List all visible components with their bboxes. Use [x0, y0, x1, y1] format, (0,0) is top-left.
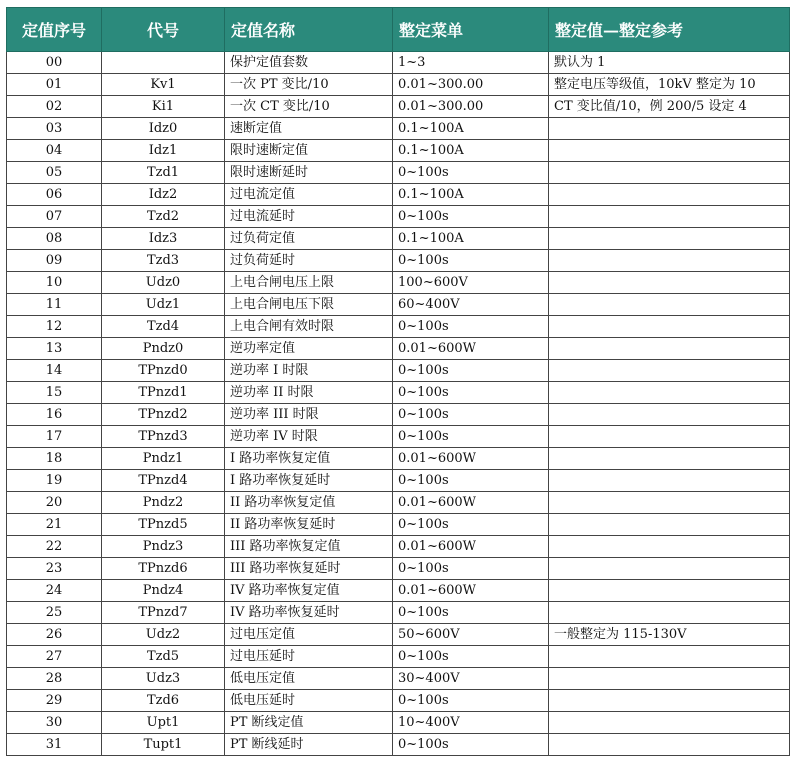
table-row: [7, 294, 790, 316]
cell-code: TPnzd3: [102, 426, 225, 448]
cell-setting-name: PT 断线延时: [225, 734, 393, 756]
cell-setting-name: 过电流延时: [225, 206, 393, 228]
cell-setting-menu: 0.01~600W: [393, 492, 549, 514]
cell-setting-index: 06: [7, 184, 102, 206]
cell-setting-menu: 0.1~100A: [393, 184, 549, 206]
cell-setting-name: III 路功率恢复定值: [225, 536, 393, 558]
cell-setting-index: 10: [7, 272, 102, 294]
cell-setting-reference: [549, 690, 790, 712]
cell-setting-menu: 0~100s: [393, 470, 549, 492]
cell-setting-menu: 0.01~600W: [393, 448, 549, 470]
cell-setting-menu: 0~100s: [393, 734, 549, 756]
cell-setting-name: 逆功率 III 时限: [225, 404, 393, 426]
cell-code: Pndz4: [102, 580, 225, 602]
cell-setting-reference: 一般整定为 115-130V: [549, 624, 790, 646]
cell-setting-reference: [549, 580, 790, 602]
cell-setting-menu: 0~100s: [393, 250, 549, 272]
cell-code: Tzd3: [102, 250, 225, 272]
cell-setting-menu: 0~100s: [393, 514, 549, 536]
cell-code: Udz1: [102, 294, 225, 316]
cell-setting-name: 逆功率 IV 时限: [225, 426, 393, 448]
cell-setting-reference: [549, 668, 790, 690]
cell-setting-index: 05: [7, 162, 102, 184]
cell-code: Pndz3: [102, 536, 225, 558]
cell-setting-index: 25: [7, 602, 102, 624]
cell-setting-reference: [549, 558, 790, 580]
cell-setting-name: 低电压定值: [225, 668, 393, 690]
cell-setting-menu: 1~3: [393, 52, 549, 74]
cell-setting-menu: 0~100s: [393, 602, 549, 624]
cell-setting-index: 28: [7, 668, 102, 690]
cell-setting-menu: 0~100s: [393, 426, 549, 448]
cell-setting-index: 20: [7, 492, 102, 514]
table-row: [7, 360, 790, 382]
table-row: [7, 580, 790, 602]
cell-setting-index: 26: [7, 624, 102, 646]
table-row: [7, 426, 790, 448]
cell-code: Pndz1: [102, 448, 225, 470]
cell-setting-reference: [549, 140, 790, 162]
cell-setting-index: 17: [7, 426, 102, 448]
cell-setting-name: 保护定值套数: [225, 52, 393, 74]
cell-setting-index: 03: [7, 118, 102, 140]
table-row: [7, 316, 790, 338]
cell-setting-name: 速断定值: [225, 118, 393, 140]
cell-code: Pndz0: [102, 338, 225, 360]
cell-setting-reference: [549, 646, 790, 668]
cell-code: Idz3: [102, 228, 225, 250]
cell-setting-name: 过电压延时: [225, 646, 393, 668]
cell-code: Tzd1: [102, 162, 225, 184]
header-setting-index: 定值序号: [7, 8, 102, 52]
cell-setting-index: 12: [7, 316, 102, 338]
cell-code: Udz2: [102, 624, 225, 646]
cell-setting-index: 31: [7, 734, 102, 756]
table-row: [7, 52, 790, 74]
cell-code: TPnzd1: [102, 382, 225, 404]
cell-setting-index: 18: [7, 448, 102, 470]
cell-setting-reference: [549, 272, 790, 294]
cell-setting-reference: [549, 602, 790, 624]
cell-setting-name: II 路功率恢复延时: [225, 514, 393, 536]
cell-setting-menu: 0~100s: [393, 690, 549, 712]
cell-code: Idz0: [102, 118, 225, 140]
table-row: [7, 514, 790, 536]
table-row: [7, 690, 790, 712]
table-row: [7, 250, 790, 272]
cell-setting-reference: [549, 316, 790, 338]
cell-setting-name: 上电合闸电压上限: [225, 272, 393, 294]
cell-setting-index: 09: [7, 250, 102, 272]
cell-code: TPnzd6: [102, 558, 225, 580]
cell-setting-name: 限时速断定值: [225, 140, 393, 162]
cell-setting-menu: 0.01~600W: [393, 338, 549, 360]
cell-setting-name: 低电压延时: [225, 690, 393, 712]
cell-setting-index: 19: [7, 470, 102, 492]
cell-code: TPnzd4: [102, 470, 225, 492]
cell-setting-reference: [549, 294, 790, 316]
cell-setting-menu: 10~400V: [393, 712, 549, 734]
cell-setting-index: 00: [7, 52, 102, 74]
cell-setting-menu: 0~100s: [393, 162, 549, 184]
cell-setting-name: 过负荷延时: [225, 250, 393, 272]
cell-setting-index: 08: [7, 228, 102, 250]
cell-setting-menu: 0~100s: [393, 404, 549, 426]
table-row: [7, 184, 790, 206]
cell-setting-reference: [549, 492, 790, 514]
cell-code: Tzd5: [102, 646, 225, 668]
cell-setting-menu: 0~100s: [393, 558, 549, 580]
cell-setting-name: 一次 CT 变比/10: [225, 96, 393, 118]
cell-setting-reference: [549, 118, 790, 140]
cell-setting-index: 14: [7, 360, 102, 382]
cell-code: Pndz2: [102, 492, 225, 514]
cell-setting-reference: CT 变比值/10，例 200/5 设定 4: [549, 96, 790, 118]
cell-setting-reference: [549, 250, 790, 272]
cell-code: TPnzd0: [102, 360, 225, 382]
cell-code: Tzd2: [102, 206, 225, 228]
cell-code: Udz0: [102, 272, 225, 294]
table-row: [7, 162, 790, 184]
header-code: 代号: [102, 8, 225, 52]
table-row: [7, 272, 790, 294]
cell-setting-name: PT 断线定值: [225, 712, 393, 734]
cell-setting-reference: [549, 514, 790, 536]
cell-code: Idz1: [102, 140, 225, 162]
cell-code: TPnzd5: [102, 514, 225, 536]
table-row: [7, 206, 790, 228]
cell-setting-reference: [549, 404, 790, 426]
cell-setting-index: 11: [7, 294, 102, 316]
cell-setting-index: 24: [7, 580, 102, 602]
cell-code: Udz3: [102, 668, 225, 690]
table-row: [7, 734, 790, 756]
cell-code: Tzd6: [102, 690, 225, 712]
cell-code: TPnzd2: [102, 404, 225, 426]
cell-setting-menu: 0.1~100A: [393, 118, 549, 140]
cell-setting-index: 29: [7, 690, 102, 712]
header-setting-reference: 整定值—整定参考: [549, 8, 790, 52]
cell-setting-menu: 0~100s: [393, 382, 549, 404]
cell-setting-index: 02: [7, 96, 102, 118]
cell-setting-menu: 0.1~100A: [393, 140, 549, 162]
table-row: [7, 140, 790, 162]
cell-setting-reference: [549, 382, 790, 404]
cell-setting-index: 13: [7, 338, 102, 360]
cell-setting-name: 逆功率 II 时限: [225, 382, 393, 404]
table-body: [7, 52, 790, 756]
cell-setting-name: III 路功率恢复延时: [225, 558, 393, 580]
cell-setting-menu: 0~100s: [393, 206, 549, 228]
settings-table: [6, 7, 790, 756]
cell-setting-name: I 路功率恢复定值: [225, 448, 393, 470]
table-row: [7, 558, 790, 580]
cell-setting-menu: 0.01~600W: [393, 536, 549, 558]
table-row: [7, 492, 790, 514]
cell-code: Tzd4: [102, 316, 225, 338]
cell-setting-name: I 路功率恢复延时: [225, 470, 393, 492]
cell-setting-reference: [549, 338, 790, 360]
cell-setting-reference: [549, 360, 790, 382]
table-row: [7, 118, 790, 140]
cell-setting-menu: 0.01~600W: [393, 580, 549, 602]
cell-setting-name: 过负荷定值: [225, 228, 393, 250]
table-row: [7, 470, 790, 492]
cell-setting-reference: [549, 162, 790, 184]
cell-setting-name: 限时速断延时: [225, 162, 393, 184]
cell-setting-name: IV 路功率恢复定值: [225, 580, 393, 602]
cell-setting-index: 01: [7, 74, 102, 96]
cell-setting-reference: [549, 712, 790, 734]
cell-code: Ki1: [102, 96, 225, 118]
cell-code: Kv1: [102, 74, 225, 96]
table-row: [7, 646, 790, 668]
table-row: [7, 668, 790, 690]
cell-setting-menu: 0.1~100A: [393, 228, 549, 250]
table-row: [7, 96, 790, 118]
header-setting-menu: 整定菜单: [393, 8, 549, 52]
cell-setting-index: 21: [7, 514, 102, 536]
table-row: [7, 448, 790, 470]
table-row: [7, 624, 790, 646]
table-row: [7, 228, 790, 250]
table-row: [7, 602, 790, 624]
cell-setting-reference: [549, 426, 790, 448]
cell-setting-index: 16: [7, 404, 102, 426]
cell-setting-name: 一次 PT 变比/10: [225, 74, 393, 96]
cell-setting-name: 逆功率定值: [225, 338, 393, 360]
cell-setting-menu: 30~400V: [393, 668, 549, 690]
cell-setting-reference: [549, 448, 790, 470]
cell-setting-reference: [549, 206, 790, 228]
cell-setting-name: 上电合闸有效时限: [225, 316, 393, 338]
cell-setting-reference: [549, 184, 790, 206]
cell-setting-menu: 0.01~300.00: [393, 74, 549, 96]
cell-setting-index: 15: [7, 382, 102, 404]
cell-setting-menu: 0~100s: [393, 360, 549, 382]
cell-setting-reference: [549, 536, 790, 558]
cell-setting-reference: [549, 228, 790, 250]
table-row: [7, 338, 790, 360]
cell-setting-name: 上电合闸电压下限: [225, 294, 393, 316]
cell-setting-name: IV 路功率恢复延时: [225, 602, 393, 624]
cell-setting-name: II 路功率恢复定值: [225, 492, 393, 514]
cell-setting-reference: [549, 734, 790, 756]
table-row: [7, 74, 790, 96]
cell-setting-index: 04: [7, 140, 102, 162]
cell-setting-menu: 0~100s: [393, 646, 549, 668]
cell-setting-name: 过电流定值: [225, 184, 393, 206]
cell-setting-name: 逆功率 I 时限: [225, 360, 393, 382]
cell-setting-menu: 50~600V: [393, 624, 549, 646]
cell-setting-reference: [549, 470, 790, 492]
header-setting-name: 定值名称: [225, 8, 393, 52]
cell-setting-menu: 0.01~300.00: [393, 96, 549, 118]
cell-setting-index: 27: [7, 646, 102, 668]
cell-setting-menu: 100~600V: [393, 272, 549, 294]
cell-code: TPnzd7: [102, 602, 225, 624]
table-header-row: [7, 8, 790, 52]
cell-setting-reference: 整定电压等级值，10kV 整定为 10: [549, 74, 790, 96]
table-row: [7, 382, 790, 404]
cell-code: Upt1: [102, 712, 225, 734]
table-row: [7, 712, 790, 734]
cell-code: [102, 52, 225, 74]
cell-setting-index: 22: [7, 536, 102, 558]
table-row: [7, 536, 790, 558]
table-row: [7, 404, 790, 426]
cell-setting-index: 07: [7, 206, 102, 228]
cell-setting-menu: 60~400V: [393, 294, 549, 316]
cell-code: Idz2: [102, 184, 225, 206]
cell-setting-index: 30: [7, 712, 102, 734]
cell-setting-reference: 默认为 1: [549, 52, 790, 74]
cell-setting-index: 23: [7, 558, 102, 580]
cell-setting-name: 过电压定值: [225, 624, 393, 646]
cell-setting-menu: 0~100s: [393, 316, 549, 338]
cell-code: Tupt1: [102, 734, 225, 756]
